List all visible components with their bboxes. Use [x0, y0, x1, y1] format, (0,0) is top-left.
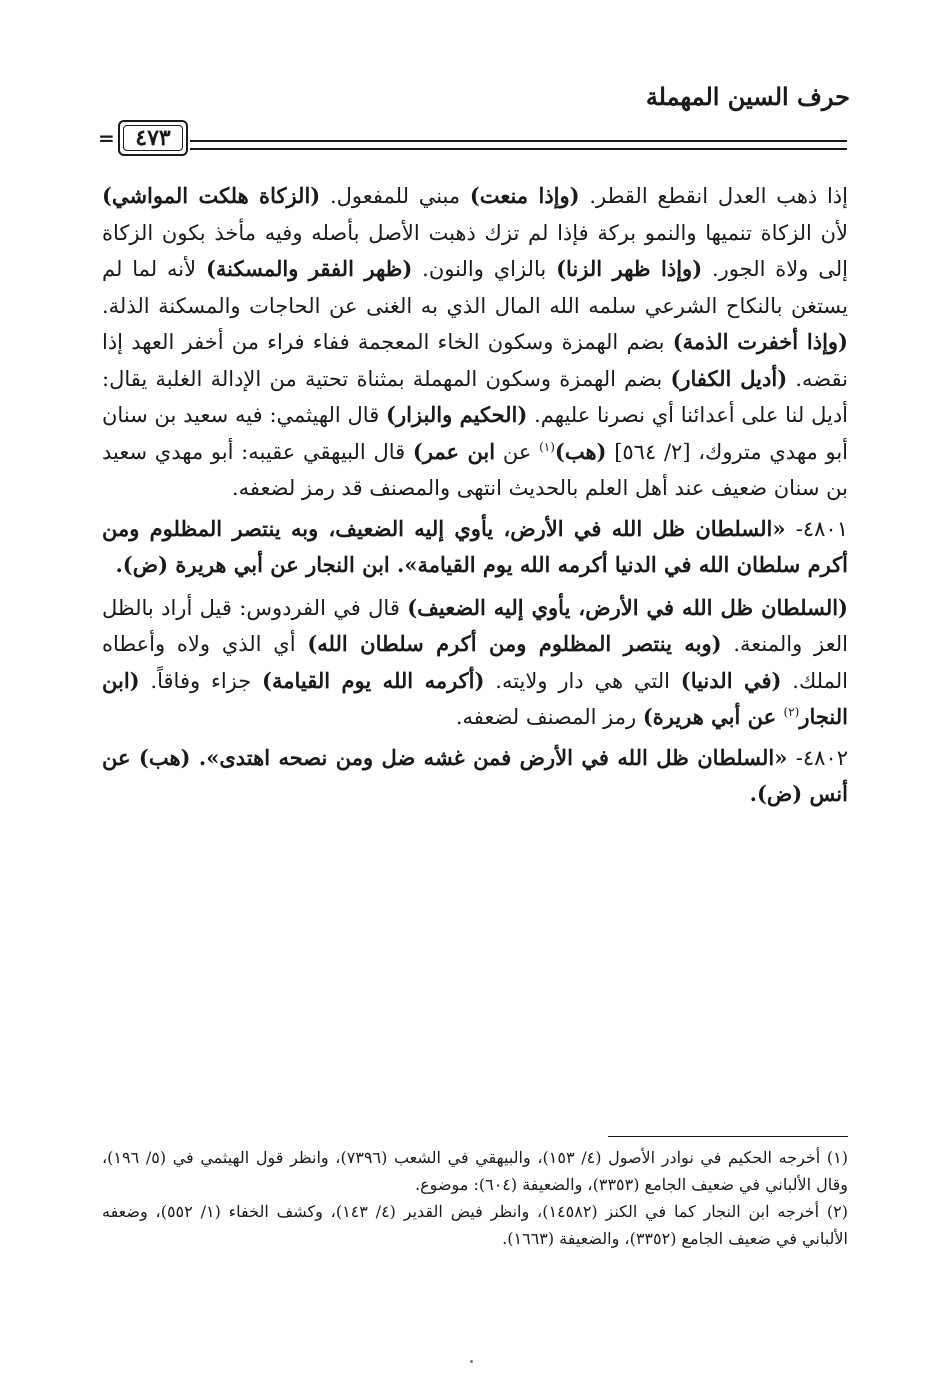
- quoted-phrase: (أكرمه الله يوم القيامة): [262, 667, 485, 693]
- hadith-4802: [102, 740, 848, 813]
- header-double-rule: [190, 140, 847, 150]
- scan-speck: [470, 1360, 473, 1363]
- text-run: قال البيهقي عقيبه: أبو مهدي سعيد بن سنان ضعيف عند أهل العلم بالحديث انتهى والمصنف قد رمز لضعفه.: [102, 439, 848, 500]
- quoted-phrase: (أديل الكفار): [670, 365, 788, 391]
- footnote-ref-2[interactable]: (٢): [783, 705, 800, 719]
- quoted-phrase: (ظهر الفقر والمسكنة): [205, 256, 413, 281]
- running-title: حرف السين المهملة: [645, 82, 850, 111]
- quoted-phrase: (السلطان ظل الله في الأرض، يأوي إليه الضعيف): [407, 594, 848, 620]
- source-abbrev: (هب): [554, 438, 607, 464]
- hadith-4801: [102, 511, 848, 584]
- main-text: [102, 178, 848, 813]
- text-run: بالزاي والنون.: [412, 257, 557, 281]
- text-run: بضم الهمزة وسكون المهملة بمثناة تحتية من الإدالة الغلبة يقال: أديل لنا على أعدائنا أي نصرنا عليهم.: [102, 366, 849, 427]
- hadith-number: ٤٨٠١-: [795, 516, 848, 541]
- text-run: قال الهيثمي: فيه سعيد بن سنان أبو مهدي متروك، [٢/ ٥٦٤]: [102, 403, 848, 464]
- continuation-mark: =: [98, 126, 115, 150]
- narrator: ابن عمر): [412, 438, 496, 464]
- page-number-box: [118, 120, 188, 156]
- footnote-2: (٢) أخرجه ابن النجار كما في الكنز (١٤٥٨٢)، وانظر فيض القدير (٤/ ١٤٣)، وكشف الخفاء (١/ ٥٥٢)، وضعفه الألباني في ضعيف الجامع (٣٣٥٢)، والضعيفة (١٦٦٣).: [102, 1202, 848, 1248]
- footnotes: [102, 1144, 848, 1252]
- hadith-text: «السلطان ظل الله في الأرض، يأوي إليه الضعيف، وبه ينتصر المظلوم ومن أكرم سلطان الله في الدنيا أكرمه الله يوم القيامة». ابن النجار عن أبي هريرة (ض).: [102, 515, 848, 577]
- footnote-1: (١) أخرجه الحكيم في نوادر الأصول (٤/ ١٥٣)، والبيهقي في الشعب (٧٣٩٦)، وانظر قول الهيثمي في (٥/ ١٩٦)، وقال الألباني في ضعيف الجامع (٣٣٥٣)، والضعيفة (٦٠٤): موضوع.: [102, 1148, 848, 1194]
- hadith-number: ٤٨٠٢-: [795, 745, 848, 770]
- commentary-paragraph-1: [102, 178, 848, 507]
- quoted-phrase: (الحكيم والبزار): [386, 402, 528, 427]
- quoted-phrase: (وبه ينتصر المظلوم ومن أكرم سلطان الله): [307, 631, 722, 656]
- quoted-phrase: (وإذا منعت): [469, 183, 580, 208]
- narrator: عن أبي هريرة): [642, 704, 784, 729]
- quoted-phrase: (في الدنيا): [680, 667, 782, 693]
- text-run: قال في الفردوس: قيل أراد بالظل العز والمنعة.: [102, 595, 848, 656]
- quoted-phrase: (الزكاة هلكت المواشي): [102, 183, 321, 208]
- quoted-phrase: (وإذا ظهر الزنا): [556, 256, 703, 281]
- text-run: جزاء وفاقاً.: [139, 668, 263, 693]
- commentary-paragraph-2: [102, 590, 848, 736]
- text-run: لأنه لما لم يستغن بالنكاح الشرعي سلمه الله المال الذي به الغنى عن الحاجات والمسكنة الذلة.: [102, 257, 848, 318]
- text-run: مبني للمفعول.: [320, 184, 470, 208]
- footnote-ref-1[interactable]: (١): [539, 439, 555, 454]
- text-run: التي هي دار ولايته.: [484, 668, 681, 693]
- quoted-phrase: (وإذا أخفرت الذمة): [672, 329, 848, 354]
- text-run: عن: [495, 439, 540, 464]
- hadith-text: «السلطان ظل الله في الأرض فمن غشه ضل ومن نصحه اهتدى». (هب) عن أنس (ض).: [102, 744, 848, 806]
- text-run: رمز المصنف لضعفه.: [455, 705, 643, 729]
- text-run: أي الذي ولاه وأعطاه الملك.: [102, 632, 849, 693]
- page-number: ٤٧٣: [135, 125, 171, 151]
- footnote-separator: [608, 1136, 848, 1137]
- text-run: لأن الزكاة تنميها والنمو بركة فإذا لم تزك ذهبت الأصل بأصله وفيه مأخذ بكون الزكاة إلى ولاة الجور.: [102, 220, 849, 281]
- text-run: إذا ذهب العدل انقطع القطر.: [579, 184, 848, 208]
- text-run: بضم الهمزة وسكون الخاء المعجمة ففاء فراء من أخفر العهد إذا نقضه.: [102, 330, 848, 391]
- narrator: (ابن النجار: [102, 667, 848, 729]
